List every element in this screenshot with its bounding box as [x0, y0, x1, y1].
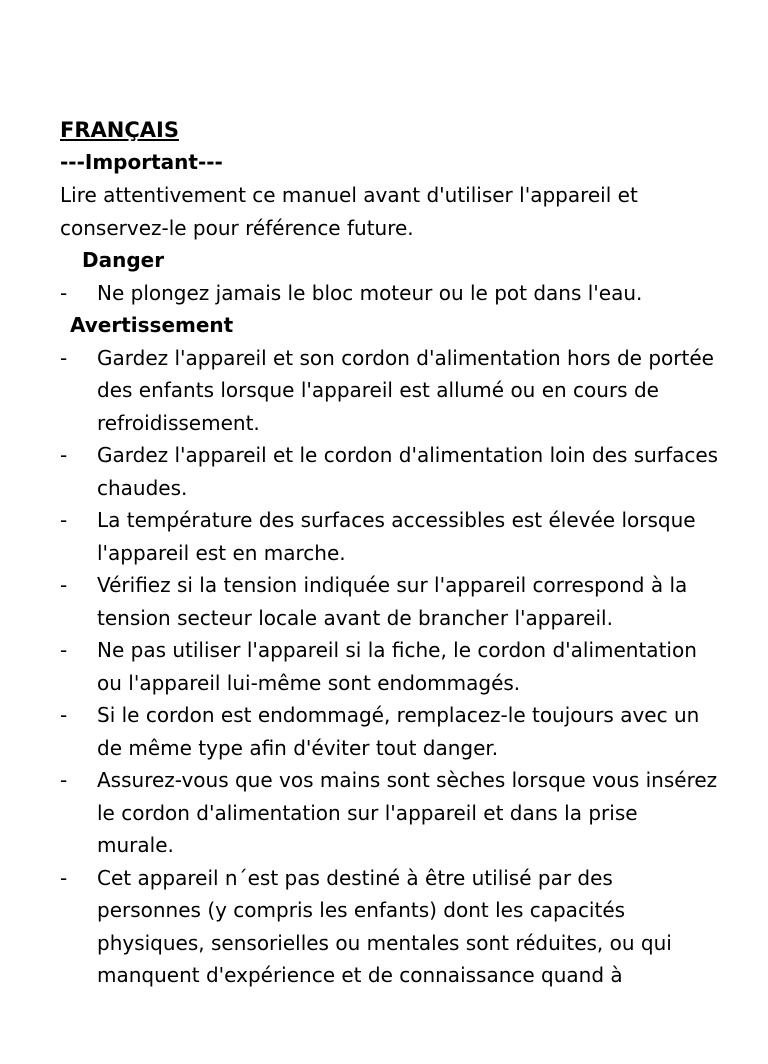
- bullet-dash: -: [60, 443, 68, 467]
- warning-item-text: Gardez l'appareil et son cordon d'alimentation hors de portée des enfants lorsque l'appareil est allumé ou en cours de refroidissement.: [97, 345, 714, 435]
- bullet-dash: -: [60, 573, 68, 597]
- important-label: ---Important---: [60, 150, 223, 174]
- danger-item-text: Ne plongez jamais le bloc moteur ou le pot dans l'eau.: [97, 280, 643, 305]
- bullet-dash: -: [60, 345, 68, 370]
- language-title: FRANÇAIS: [60, 118, 179, 142]
- warning-item: [60, 764, 720, 862]
- warning-item-text: Vérifiez si la tension indiquée sur l'appareil correspond à la tension secteur locale avant de brancher l'appareil.: [97, 573, 688, 630]
- bullet-dash: -: [60, 280, 68, 305]
- danger-heading: Danger: [82, 248, 165, 272]
- warning-item-text: Assurez-vous que vos mains sont sèches lorsque vous insérez le cordon d'alimentation sur l'appareil et dans la prise murale.: [97, 768, 718, 857]
- bullet-dash: -: [60, 638, 68, 662]
- warning-item-text: Ne pas utiliser l'appareil si la fiche, le cordon d'alimentation ou l'appareil lui-même sont endommagés.: [97, 638, 697, 695]
- warning-item: [60, 569, 720, 634]
- bullet-dash: -: [60, 865, 68, 890]
- warning-item-text: La température des surfaces accessibles est élevée lorsque l'appareil est en marche.: [97, 508, 696, 565]
- danger-item: [60, 277, 720, 310]
- bullet-dash: -: [60, 703, 68, 727]
- intro-paragraph: Lire attentivement ce manuel avant d'utiliser l'appareil et conservez-le pour référence future.: [60, 183, 638, 240]
- warning-heading: Avertissement: [70, 313, 234, 337]
- warning-item: [60, 862, 720, 992]
- bullet-dash: -: [60, 508, 68, 532]
- warning-item-text: Gardez l'appareil et le cordon d'alimentation loin des surfaces chaudes.: [97, 443, 719, 500]
- warning-item: [60, 699, 720, 764]
- warning-item: [60, 439, 720, 504]
- warning-item-text: Cet appareil n´est pas destiné à être utilisé par des personnes (y compris les enfants) dont les capacités physiques, sensorielles ou mentales sont réduites, ou qui manquent d'expérience et de connaissance quand à: [97, 865, 672, 987]
- warning-item: [60, 342, 720, 440]
- warning-item: [60, 504, 720, 569]
- warning-item: [60, 634, 720, 699]
- warning-item-text: Si le cordon est endommagé, remplacez-le toujours avec un de même type afin d'éviter tout danger.: [97, 703, 700, 760]
- bullet-dash: -: [60, 768, 68, 792]
- manual-page: [60, 114, 720, 992]
